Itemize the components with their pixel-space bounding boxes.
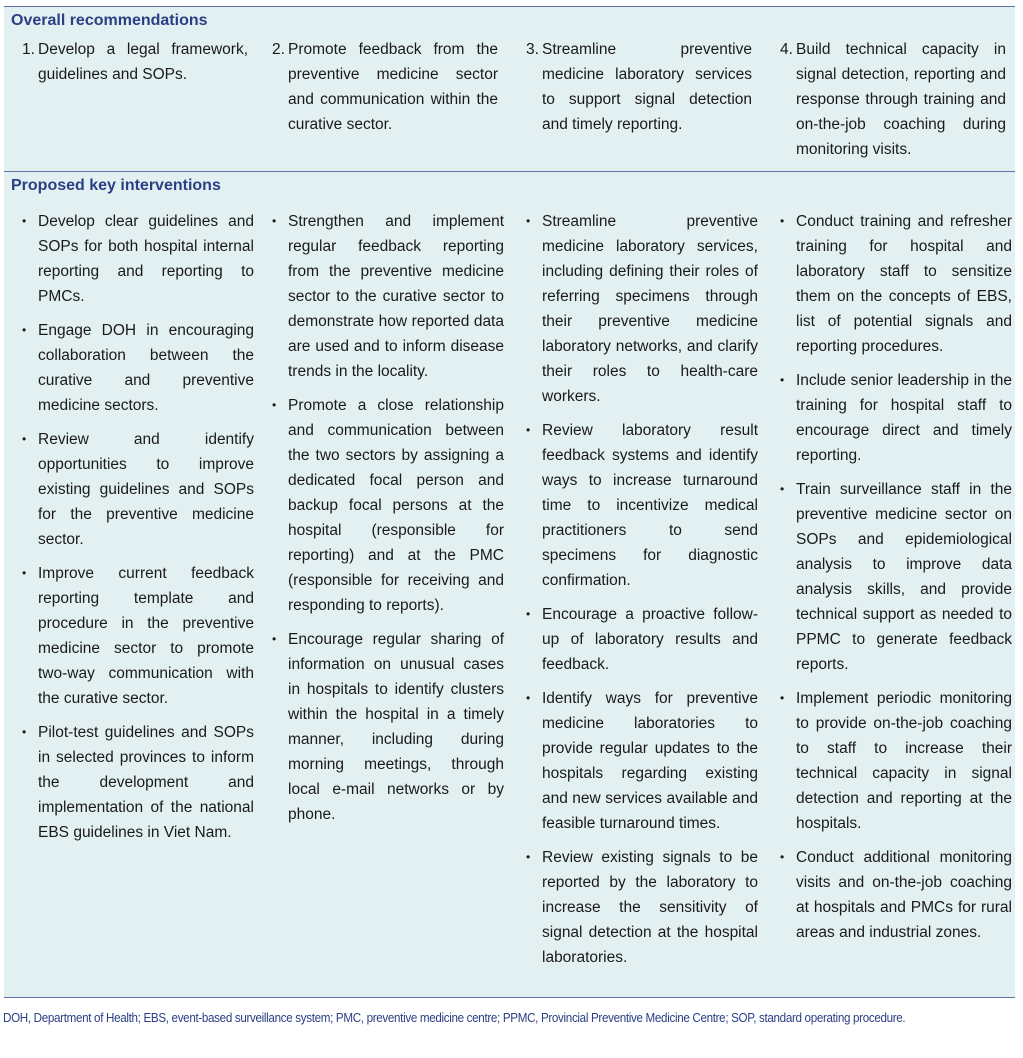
intervention-item (272, 627, 504, 827)
intervention-text: Pilot-test guidelines and SOPs in selected provinces to inform the development and implementation of the national EBS guidelines in Viet Nam. (38, 724, 254, 841)
recommendation-3 (526, 37, 752, 137)
intervention-item (780, 845, 1012, 945)
interventions-column-3 (526, 209, 758, 979)
intervention-item (780, 477, 1012, 677)
intervention-text: Engage DOH in encouraging collaboration between the curative and preventive medicine sectors. (38, 322, 254, 414)
intervention-text: Encourage a proactive follow-up of laboratory results and feedback. (542, 606, 758, 673)
recommendation-1 (22, 37, 248, 87)
intervention-text: Improve current feedback reporting template and procedure in the preventive medicine sector to promote two-way communication with the curative sector. (38, 565, 254, 707)
intervention-item (22, 561, 254, 711)
bullet-icon: • (526, 423, 531, 437)
intervention-item (526, 418, 758, 593)
intervention-text: Review laboratory result feedback systems and identify ways to increase turnaround time to incentivize medical practitioners to send specimens for diagnostic confirmation. (542, 422, 758, 589)
intervention-text: Include senior leadership in the training for hospital staff to encourage direct and timely reporting. (796, 372, 1012, 464)
interventions-column-1 (22, 209, 254, 854)
proposed-key-interventions-heading: Proposed key interventions (11, 177, 221, 194)
intervention-text: Streamline preventive medicine laboratory services, including defining their roles of referring specimens through their preventive medicine laboratory networks, and clarify their roles to health-care workers. (542, 213, 758, 405)
intervention-item (526, 209, 758, 409)
intervention-text: Promote a close relationship and communication between the two sectors by assigning a dedicated focal person and backup focal persons at the hospital (responsible for reporting) and at the PMC (responsible for receiving and responding to reports). (288, 397, 504, 614)
bullet-icon: • (780, 214, 785, 228)
bullet-icon: • (272, 398, 277, 412)
intervention-text: Strengthen and implement regular feedback reporting from the preventive medicine sector to the curative sector to demonstrate how reported data are used and to inform disease trends in the locality. (288, 213, 504, 380)
bullet-icon: • (22, 214, 27, 228)
bullet-icon: • (526, 214, 531, 228)
intervention-text: Implement periodic monitoring to provide on-the-job coaching to staff to increase their technical capacity in signal detection and reporting at the hospitals. (796, 690, 1012, 832)
bullet-icon: • (780, 850, 785, 864)
intervention-item (272, 209, 504, 384)
recommendation-number: 3. (526, 41, 539, 58)
intervention-text: Conduct additional monitoring visits and on-the-job coaching at hospitals and PMCs for rural areas and industrial zones. (796, 849, 1012, 941)
bullet-icon: • (780, 691, 785, 705)
bullet-icon: • (272, 632, 277, 646)
bullet-icon: • (526, 607, 531, 621)
intervention-item (780, 209, 1012, 359)
bullet-icon: • (780, 373, 785, 387)
intervention-item (22, 318, 254, 418)
intervention-item (526, 686, 758, 836)
intervention-item (526, 845, 758, 970)
intervention-text: Review and identify opportunities to improve existing guidelines and SOPs for the preventive medicine sector. (38, 431, 254, 548)
bullet-icon: • (526, 691, 531, 705)
recommendation-number: 1. (22, 41, 35, 58)
intervention-item (272, 393, 504, 618)
intervention-item (526, 602, 758, 677)
intervention-text: Encourage regular sharing of information on unusual cases in hospitals to identify clusters within the hospital in a timely manner, including during morning meetings, through local e-mail networks or by phone. (288, 631, 504, 823)
bullet-icon: • (22, 323, 27, 337)
table-bottom-rule (4, 997, 1015, 998)
bullet-icon: • (272, 214, 277, 228)
overall-recommendations-heading: Overall recommendations (11, 12, 208, 29)
intervention-item (22, 720, 254, 845)
bullet-icon: • (780, 482, 785, 496)
bullet-icon: • (22, 725, 27, 739)
intervention-item (22, 209, 254, 309)
intervention-text: Review existing signals to be reported by the laboratory to increase the sensitivity of signal detection at the hospital laboratories. (542, 849, 758, 966)
intervention-text: Develop clear guidelines and SOPs for both hospital internal reporting and reporting to PMCs. (38, 213, 254, 305)
recommendation-number: 4. (780, 41, 793, 58)
recommendation-4 (780, 37, 1006, 162)
intervention-text: Train surveillance staff in the preventive medicine sector on SOPs and epidemiological analysis to improve data analysis skills, and provide technical support as needed to PPMC to generate feedback reports. (796, 481, 1012, 673)
table-footnote: DOH, Department of Health; EBS, event-based surveillance system; PMC, preventive medicine centre; PPMC, Provincial Preventive Medicine Centre; SOP, standard operating procedure. (3, 1011, 906, 1025)
intervention-text: Identify ways for preventive medicine laboratories to provide regular updates to the hospitals regarding existing and new services available and feasible turnaround times. (542, 690, 758, 832)
interventions-column-2 (272, 209, 504, 836)
recommendation-text: Build technical capacity in signal detection, reporting and response through training and on-the-job coaching during monitoring visits. (796, 41, 1006, 158)
bullet-icon: • (22, 566, 27, 580)
intervention-item (780, 686, 1012, 836)
intervention-item (780, 368, 1012, 468)
recommendation-number: 2. (272, 41, 285, 58)
recommendation-text: Develop a legal framework, guidelines and SOPs. (38, 41, 248, 83)
intervention-text: Conduct training and refresher training for hospital and laboratory staff to sensitize them on the concepts of EBS, list of potential signals and reporting procedures. (796, 213, 1012, 355)
recommendation-text: Promote feedback from the preventive medicine sector and communication within the curative sector. (288, 41, 498, 133)
bullet-icon: • (22, 432, 27, 446)
recommendation-text: Streamline preventive medicine laboratory services to support signal detection and timely reporting. (542, 41, 752, 133)
intervention-item (22, 427, 254, 552)
recommendation-2 (272, 37, 498, 137)
bullet-icon: • (526, 850, 531, 864)
interventions-column-4 (780, 209, 1012, 954)
